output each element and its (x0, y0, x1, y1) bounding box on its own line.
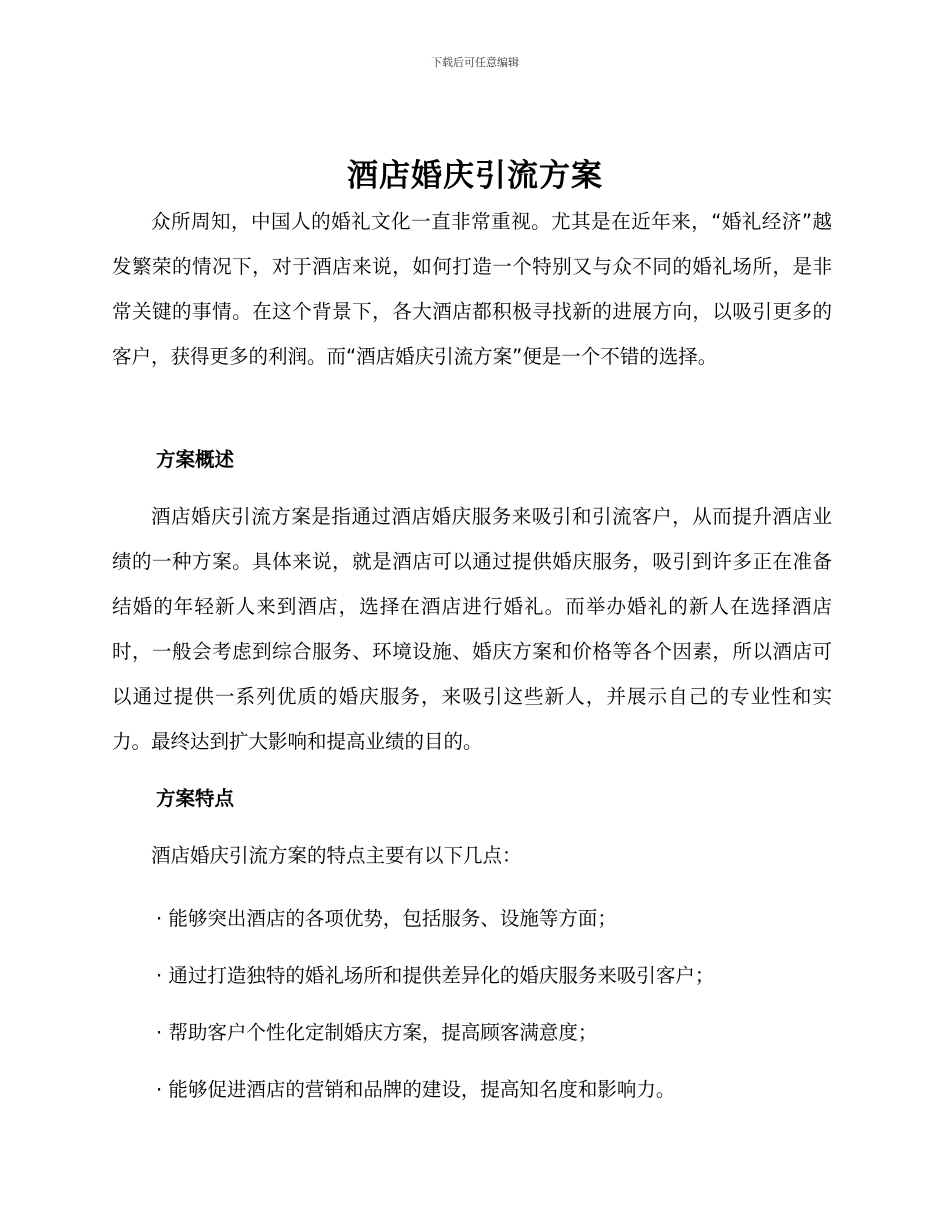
list-item: · 帮助客户个性化定制婚庆方案，提高顾客满意度； (156, 1021, 598, 1044)
header-note: 下载后可任意编辑 (431, 56, 519, 69)
list-item: · 通过打造独特的婚礼场所和提供差异化的婚庆服务来吸引客户； (156, 964, 715, 987)
features-intro-paragraph: 酒店婚庆引流方案的特点主要有以下几点： (151, 844, 522, 867)
list-item: · 能够促进酒店的营销和品牌的建设，提高知名度和影响力。 (156, 1078, 676, 1101)
features-list (156, 890, 836, 1118)
section-heading-features: 方案特点 (156, 787, 235, 810)
section-heading-overview: 方案概述 (156, 448, 235, 471)
document-title: 酒店婚庆引流方案 (347, 158, 603, 194)
list-item: · 能够突出酒店的各项优势，包括服务、设施等方面； (156, 907, 617, 930)
overview-paragraph: 酒店婚庆引流方案是指通过酒店婚庆服务来吸引和引流客户，从而提升酒店业绩的一种方案。具体来说，就是酒店可以通过提供婚庆服务，吸引到许多正在准备结婚的年轻新人来到酒店，选择在酒店进行婚礼。而举办婚礼的新人在选择酒店时，一般会考虑到综合服务、环境设施、婚庆方案和价格等各个因素，所以酒店可以通过提供一系列优质的婚庆服务，来吸引这些新人，并展示自己的专业性和实力。最终达到扩大影响和提高业绩的目的。 (112, 505, 832, 753)
intro-paragraph: 众所周知，中国人的婚礼文化一直非常重视。尤其是在近年来，“婚礼经济”越发繁荣的情况下，对于酒店来说，如何打造一个特别又与众不同的婚礼场所，是非常关键的事情。在这个背景下，各大酒店都积极寻找新的进展方向，以吸引更多的客户，获得更多的利润。而“酒店婚庆引流方案”便是一个不错的选择。 (112, 210, 832, 368)
